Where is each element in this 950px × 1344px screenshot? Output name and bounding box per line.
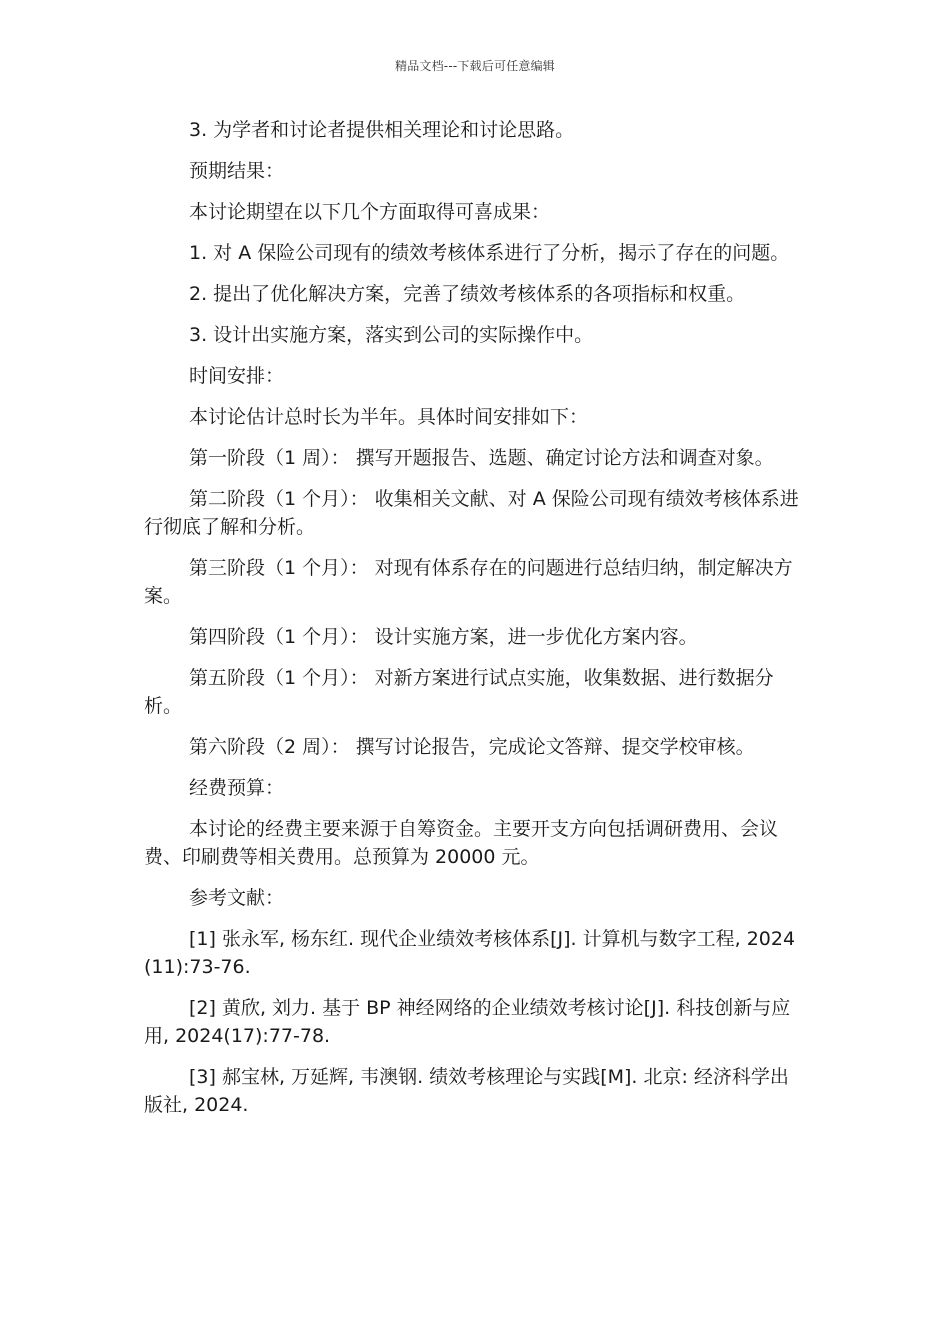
page-header: 精品文档---下载后可任意编辑 (395, 59, 555, 73)
paragraph-phase-1: 第一阶段（1 周）： 撰写开题报告、选题、确定讨论方法和调查对象。 (189, 447, 774, 469)
paragraph-budget: 本讨论的经费主要来源于自筹资金。主要开支方向包括调研费用、会议费、印刷费等相关费用。总预算为 20000 元。 (144, 818, 779, 868)
paragraph-phase-5: 第五阶段（1 个月）： 对新方案进行试点实施，收集数据、进行数据分析。 (144, 667, 774, 717)
paragraph-schedule-intro: 本讨论估计总时长为半年。具体时间安排如下： (189, 406, 589, 428)
paragraph-phase-3: 第三阶段（1 个月）： 对现有体系存在的问题进行总结归纳，制定解决方案。 (144, 557, 793, 607)
paragraph-phase-4: 第四阶段（1 个月）： 设计实施方案，进一步优化方案内容。 (189, 626, 698, 648)
paragraph-goal-3: 3. 为学者和讨论者提供相关理论和讨论思路。 (189, 119, 575, 141)
heading-references: 参考文献： (189, 887, 285, 909)
reference-3: [3] 郝宝林, 万延辉, 韦澳钢. 绩效考核理论与实践[M]. 北京: 经济科学出版社, 2024. (144, 1066, 789, 1116)
heading-budget: 经费预算： (189, 777, 285, 799)
paragraph-result-1: 1. 对 A 保险公司现有的绩效考核体系进行了分析，揭示了存在的问题。 (189, 242, 790, 264)
paragraph-result-3: 3. 设计出实施方案，落实到公司的实际操作中。 (189, 324, 594, 346)
heading-expected-results: 预期结果： (189, 160, 285, 182)
paragraph-phase-2: 第二阶段（1 个月）： 收集相关文献、对 A 保险公司现有绩效考核体系进行彻底了解和分析。 (144, 488, 799, 538)
reference-1: [1] 张永军, 杨东红. 现代企业绩效考核体系[J]. 计算机与数字工程, 2024(11):73-76. (144, 928, 796, 978)
document-body (144, 116, 806, 1132)
reference-2: [2] 黄欣, 刘力. 基于 BP 神经网络的企业绩效考核讨论[J]. 科技创新与应用, 2024(17):77-78. (144, 997, 791, 1047)
paragraph-results-intro: 本讨论期望在以下几个方面取得可喜成果： (189, 201, 551, 223)
paragraph-phase-6: 第六阶段（2 周）： 撰写讨论报告，完成论文答辩、提交学校审核。 (189, 736, 755, 758)
heading-schedule: 时间安排： (189, 365, 285, 387)
paragraph-result-2: 2. 提出了优化解决方案，完善了绩效考核体系的各项指标和权重。 (189, 283, 746, 305)
